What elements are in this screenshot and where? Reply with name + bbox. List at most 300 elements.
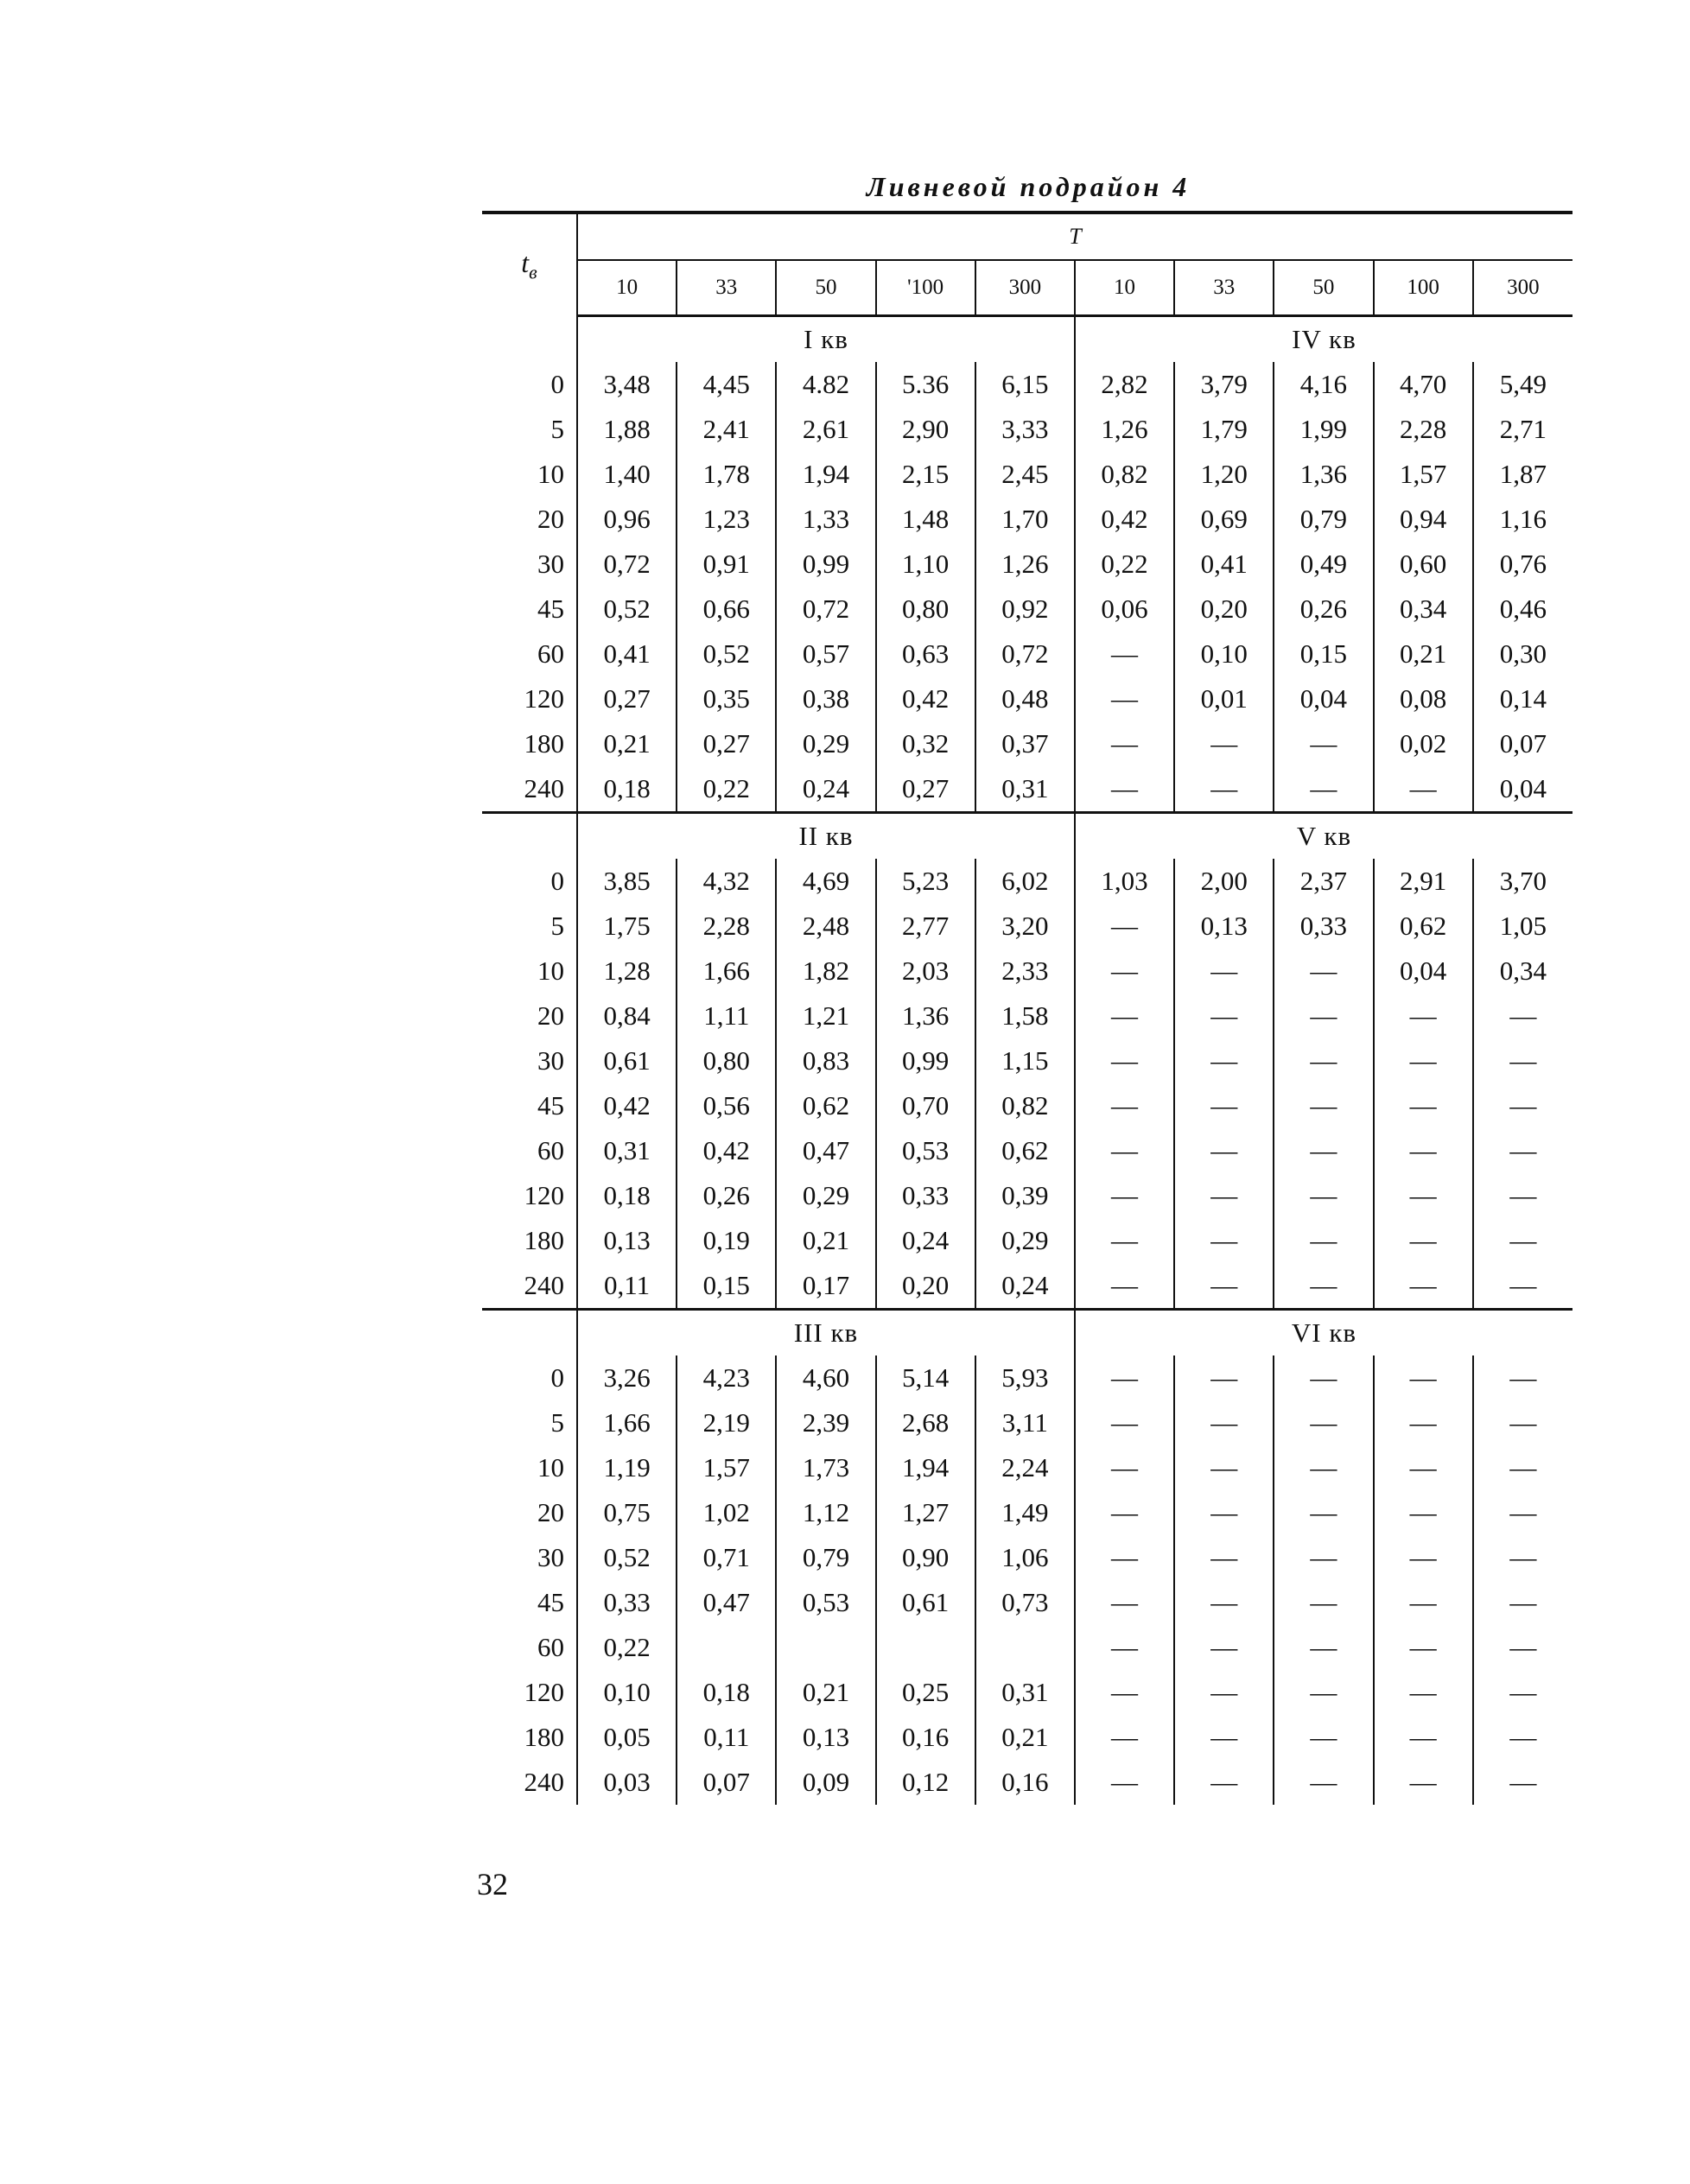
value-cell: 5,23 <box>876 859 975 904</box>
tv-cell: 45 <box>482 1083 577 1128</box>
value-cell: 4,69 <box>776 859 875 904</box>
value-cell: 0,27 <box>603 683 651 714</box>
tv-cell: 30 <box>482 1038 577 1083</box>
value-cell: 3,33 <box>975 407 1075 452</box>
value-cell: 2,37 <box>1274 859 1373 904</box>
value-cell: — <box>1274 1625 1373 1670</box>
tv-cell: 20 <box>482 1490 577 1535</box>
value-cell: — <box>1473 1580 1572 1625</box>
value-cell: 0,79 <box>1274 497 1373 542</box>
value-cell: 1,70 <box>975 497 1075 542</box>
value-cell: 2,15 <box>876 452 975 497</box>
value-cell: 0,13 <box>603 1225 651 1255</box>
value-cell: 1,87 <box>1473 452 1572 497</box>
value-cell: 0,52 <box>677 632 776 676</box>
value-cell: 1,88 <box>603 414 651 444</box>
value-cell: 4,70 <box>1374 362 1473 407</box>
value-cell: 2,48 <box>776 904 875 949</box>
value-cell: 0,47 <box>776 1128 875 1173</box>
tv-cell: 240 <box>482 1263 577 1310</box>
value-cell: 1,75 <box>603 911 651 941</box>
period-header-cell: 50 <box>1274 260 1373 316</box>
tv-cell: 20 <box>482 994 577 1038</box>
value-cell: 0,25 <box>876 1670 975 1715</box>
group-label-spacer <box>482 316 577 363</box>
value-cell: 1,66 <box>677 949 776 994</box>
value-cell: 5,14 <box>876 1355 975 1400</box>
group-label-left: II кв <box>577 813 1075 860</box>
value-cell: — <box>1274 766 1373 813</box>
value-cell: 0,84 <box>603 1000 651 1031</box>
value-cell: 1,49 <box>975 1490 1075 1535</box>
value-cell: 0,82 <box>975 1083 1075 1128</box>
value-cell: 1,03 <box>1075 859 1174 904</box>
value-cell: — <box>1374 1490 1473 1535</box>
value-cell: — <box>1075 1038 1174 1083</box>
value-cell: 1,33 <box>776 497 875 542</box>
value-cell: 0,13 <box>1174 904 1274 949</box>
value-cell: — <box>1174 1173 1274 1218</box>
tv-cell: 120 <box>482 676 577 721</box>
group-label-spacer <box>482 813 577 860</box>
value-cell: 1,02 <box>677 1490 776 1535</box>
table-row <box>482 994 1572 1038</box>
value-cell: — <box>1075 1083 1174 1128</box>
value-cell: 0,07 <box>677 1760 776 1805</box>
tv-cell: 0 <box>482 859 577 904</box>
value-cell: 0,33 <box>1274 904 1373 949</box>
table-row <box>482 1083 1572 1128</box>
value-cell: 0,29 <box>776 721 875 766</box>
value-cell: 1,66 <box>603 1407 651 1438</box>
value-cell: 2,68 <box>876 1400 975 1445</box>
value-cell: 0,34 <box>1374 587 1473 632</box>
value-cell: 0,79 <box>776 1535 875 1580</box>
tv-cell: 180 <box>482 1715 577 1760</box>
value-cell: — <box>1374 1355 1473 1400</box>
value-cell: 0,72 <box>603 549 651 579</box>
period-header-row <box>482 260 1572 316</box>
value-cell: — <box>1075 1625 1174 1670</box>
value-cell: 0,53 <box>776 1580 875 1625</box>
value-cell: 0,18 <box>577 766 677 813</box>
value-cell: 2,77 <box>876 904 975 949</box>
value-cell: 1,79 <box>1174 407 1274 452</box>
value-cell: — <box>1174 994 1274 1038</box>
tv-cell: 5 <box>482 407 577 452</box>
value-cell: 1,12 <box>776 1490 875 1535</box>
value-cell: 0,52 <box>603 594 651 624</box>
value-cell: 0,41 <box>1174 542 1274 587</box>
value-cell: 4,60 <box>776 1355 875 1400</box>
value-cell: — <box>1174 1760 1274 1805</box>
table-row <box>482 1670 1572 1715</box>
value-cell: — <box>1274 949 1373 994</box>
value-cell: 1,16 <box>1473 497 1572 542</box>
value-cell: 5,93 <box>975 1355 1075 1400</box>
value-cell: 0,37 <box>975 721 1075 766</box>
value-cell <box>776 1625 875 1670</box>
table-row <box>482 1580 1572 1625</box>
table-row <box>482 587 1572 632</box>
value-cell: 0,61 <box>603 1045 651 1076</box>
value-cell: 0,90 <box>876 1535 975 1580</box>
value-cell: — <box>1174 949 1274 994</box>
value-cell: — <box>1075 676 1174 721</box>
value-cell: 0,80 <box>677 1038 776 1083</box>
value-cell: 0,56 <box>677 1083 776 1128</box>
value-cell: 0,41 <box>603 638 651 669</box>
tv-cell: 45 <box>482 1580 577 1625</box>
value-cell: — <box>1274 1580 1373 1625</box>
value-cell: 2,24 <box>975 1445 1075 1490</box>
value-cell: — <box>1473 1760 1572 1805</box>
value-cell: 0,33 <box>603 1587 651 1617</box>
rainfall-table <box>482 211 1572 1805</box>
value-cell: 0,91 <box>677 542 776 587</box>
page-number: 32 <box>477 1867 508 1901</box>
table-row <box>482 1038 1572 1083</box>
value-cell: — <box>1174 1263 1274 1310</box>
table-row <box>482 1218 1572 1263</box>
value-cell: 2,33 <box>975 949 1075 994</box>
table-row <box>482 1128 1572 1173</box>
value-cell: — <box>1075 1355 1174 1400</box>
value-cell: — <box>1473 994 1572 1038</box>
value-cell: — <box>1075 1400 1174 1445</box>
value-cell: 0,05 <box>603 1722 651 1752</box>
value-cell: — <box>1075 1580 1174 1625</box>
value-cell: — <box>1374 1580 1473 1625</box>
value-cell: 0,16 <box>876 1715 975 1760</box>
value-cell: 0,21 <box>776 1670 875 1715</box>
value-cell: 0,60 <box>1374 542 1473 587</box>
value-cell: 0,72 <box>776 587 875 632</box>
value-cell: 4.82 <box>776 362 875 407</box>
value-cell: — <box>1473 1670 1572 1715</box>
tv-cell: 5 <box>482 1400 577 1445</box>
value-cell: — <box>1075 1218 1174 1263</box>
table-row <box>482 632 1572 676</box>
value-cell: 0,22 <box>1075 542 1174 587</box>
table-row <box>482 1263 1572 1310</box>
value-cell: 0,21 <box>776 1218 875 1263</box>
value-cell: 0,83 <box>776 1038 875 1083</box>
value-cell: 0,06 <box>1075 587 1174 632</box>
value-cell: 0,82 <box>1075 452 1174 497</box>
table-row <box>482 1445 1572 1490</box>
group-label-row <box>482 1310 1572 1356</box>
tv-cell: 240 <box>482 766 577 813</box>
value-cell: — <box>1473 1173 1572 1218</box>
period-header-cell: 300 <box>1473 260 1572 316</box>
value-cell: — <box>1174 1445 1274 1490</box>
value-cell: 0,99 <box>876 1038 975 1083</box>
value-cell: 0,10 <box>1174 632 1274 676</box>
value-cell: 0,15 <box>677 1263 776 1310</box>
value-cell: — <box>1274 1083 1373 1128</box>
value-cell: — <box>1174 1535 1274 1580</box>
value-cell: 0,42 <box>603 1090 651 1121</box>
value-cell: 0,29 <box>776 1173 875 1218</box>
value-cell: 2,28 <box>677 904 776 949</box>
value-cell: 1,26 <box>975 542 1075 587</box>
table-row <box>482 452 1572 497</box>
tv-cell: 120 <box>482 1173 577 1218</box>
value-cell: 2,28 <box>1374 407 1473 452</box>
value-cell: 3,11 <box>975 1400 1075 1445</box>
value-cell: — <box>1274 994 1373 1038</box>
value-cell: — <box>1374 1625 1473 1670</box>
tv-cell: 120 <box>482 1670 577 1715</box>
value-cell: — <box>1174 1715 1274 1760</box>
table-row <box>482 407 1572 452</box>
value-cell: — <box>1174 1083 1274 1128</box>
value-cell: 4,23 <box>677 1355 776 1400</box>
value-cell: 0,19 <box>677 1218 776 1263</box>
value-cell: 0,13 <box>776 1715 875 1760</box>
value-cell: 2,71 <box>1473 407 1572 452</box>
value-cell: 3,48 <box>603 369 651 399</box>
value-cell: 0,17 <box>776 1263 875 1310</box>
value-cell: 0,22 <box>603 1632 651 1662</box>
tv-cell: 180 <box>482 1218 577 1263</box>
value-cell: 0,71 <box>677 1535 776 1580</box>
value-cell: — <box>1274 1400 1373 1445</box>
value-cell: — <box>1174 1355 1274 1400</box>
value-cell: — <box>1473 1083 1572 1128</box>
value-cell: 0,63 <box>876 632 975 676</box>
value-cell: — <box>1075 721 1174 766</box>
value-cell: — <box>1075 994 1174 1038</box>
value-cell: — <box>1473 1128 1572 1173</box>
value-cell: 0,21 <box>1374 632 1473 676</box>
value-cell: — <box>1174 1038 1274 1083</box>
value-cell: 2,19 <box>677 1400 776 1445</box>
value-cell: 1,28 <box>603 956 651 986</box>
value-cell: — <box>1274 721 1373 766</box>
value-cell: 0,27 <box>876 766 975 813</box>
value-cell: 1,82 <box>776 949 875 994</box>
value-cell: 0,02 <box>1374 721 1473 766</box>
value-cell: — <box>1473 1038 1572 1083</box>
value-cell: — <box>1374 1670 1473 1715</box>
value-cell: 1,48 <box>876 497 975 542</box>
value-cell: 0,18 <box>677 1670 776 1715</box>
value-cell: — <box>1374 1445 1473 1490</box>
tv-cell: 20 <box>482 497 577 542</box>
value-cell: 0,80 <box>876 587 975 632</box>
value-cell: — <box>1075 1760 1174 1805</box>
value-cell: 0,08 <box>1374 676 1473 721</box>
value-cell: 0,62 <box>776 1083 875 1128</box>
value-cell: 2,45 <box>975 452 1075 497</box>
value-cell: 0,76 <box>1473 542 1572 587</box>
value-cell: 0,03 <box>603 1767 651 1797</box>
table-row <box>482 1715 1572 1760</box>
value-cell: — <box>1075 632 1174 676</box>
value-cell: 0,04 <box>1473 766 1572 813</box>
value-cell: 0,22 <box>677 766 776 813</box>
tv-cell: 60 <box>482 632 577 676</box>
value-cell: 1,26 <box>1075 407 1174 452</box>
value-cell: 0,10 <box>603 1677 651 1707</box>
value-cell: 0,09 <box>776 1760 875 1805</box>
period-header-cell: 10 <box>577 260 677 316</box>
value-cell: — <box>1274 1263 1373 1310</box>
value-cell: — <box>1374 1218 1473 1263</box>
value-cell: 0,07 <box>1473 721 1572 766</box>
value-cell: 0,92 <box>975 587 1075 632</box>
value-cell: 1,10 <box>876 542 975 587</box>
value-cell: 1,40 <box>603 459 651 489</box>
value-cell: 0,52 <box>603 1542 651 1572</box>
value-cell: 6,02 <box>975 859 1075 904</box>
table-row <box>482 904 1572 949</box>
value-cell: — <box>1075 1445 1174 1490</box>
value-cell: 0,47 <box>677 1580 776 1625</box>
value-cell: 1,94 <box>776 452 875 497</box>
value-cell: 0,29 <box>975 1218 1075 1263</box>
value-cell: — <box>1374 1400 1473 1445</box>
tv-cell: 180 <box>482 721 577 766</box>
value-cell: 4,45 <box>677 362 776 407</box>
group-label-left: III кв <box>577 1310 1075 1356</box>
value-cell: 0,42 <box>1075 497 1174 542</box>
value-cell: 0,04 <box>1374 949 1473 994</box>
value-cell: 0,32 <box>876 721 975 766</box>
value-cell: 1,20 <box>1174 452 1274 497</box>
value-cell: 0,62 <box>975 1128 1075 1173</box>
group-label-right: V кв <box>1075 813 1572 860</box>
value-cell: 0,31 <box>603 1135 651 1165</box>
value-cell: 0,04 <box>1274 676 1373 721</box>
value-cell: — <box>1075 1535 1174 1580</box>
group-label-left: I кв <box>577 316 1075 363</box>
value-cell: — <box>1274 1038 1373 1083</box>
table-title: Ливневой подрайон 4 <box>866 171 1191 202</box>
value-cell: 1,73 <box>776 1445 875 1490</box>
value-cell: — <box>1174 1400 1274 1445</box>
table-row <box>482 1173 1572 1218</box>
value-cell: — <box>1174 1625 1274 1670</box>
value-cell: 1,57 <box>1374 452 1473 497</box>
value-cell: 0,61 <box>876 1580 975 1625</box>
value-cell: — <box>1374 1038 1473 1083</box>
value-cell: 0,73 <box>975 1580 1075 1625</box>
value-cell: — <box>1374 1173 1473 1218</box>
value-cell: — <box>1274 1128 1373 1173</box>
value-cell: — <box>1374 1715 1473 1760</box>
table-header <box>482 213 1572 316</box>
value-cell: 0,27 <box>677 721 776 766</box>
value-cell <box>876 1625 975 1670</box>
value-cell: — <box>1374 994 1473 1038</box>
table-row <box>482 859 1572 904</box>
value-cell: 0,39 <box>975 1173 1075 1218</box>
value-cell <box>677 1625 776 1670</box>
value-cell: 1,15 <box>975 1038 1075 1083</box>
value-cell: — <box>1274 1445 1373 1490</box>
tv-cell: 30 <box>482 1535 577 1580</box>
value-cell: 0,31 <box>975 766 1075 813</box>
table-row <box>482 1490 1572 1535</box>
value-cell: 0,14 <box>1473 676 1572 721</box>
value-cell: — <box>1274 1355 1373 1400</box>
value-cell: — <box>1274 1490 1373 1535</box>
table-body <box>482 316 1572 1806</box>
group-label-row <box>482 813 1572 860</box>
tv-header-sub: в <box>529 260 537 283</box>
value-cell: 0,99 <box>776 542 875 587</box>
period-header-cell: 300 <box>975 260 1075 316</box>
value-cell: 0,16 <box>975 1760 1075 1805</box>
value-cell: 0,94 <box>1374 497 1473 542</box>
table-row <box>482 676 1572 721</box>
table-row <box>482 766 1572 813</box>
tv-cell: 240 <box>482 1760 577 1805</box>
value-cell: 0,11 <box>577 1263 677 1310</box>
table-row <box>482 1535 1572 1580</box>
value-cell: — <box>1473 1625 1572 1670</box>
value-cell: 0,49 <box>1274 542 1373 587</box>
value-cell: 6,15 <box>975 362 1075 407</box>
value-cell: — <box>1374 1535 1473 1580</box>
table-row <box>482 1355 1572 1400</box>
period-header-cell: 10 <box>1075 260 1174 316</box>
value-cell: 0,24 <box>876 1218 975 1263</box>
value-cell: 0,38 <box>776 676 875 721</box>
value-cell: 0,11 <box>677 1715 776 1760</box>
value-cell: 2,39 <box>776 1400 875 1445</box>
value-cell: 0,46 <box>1473 587 1572 632</box>
value-cell: — <box>1075 1263 1174 1310</box>
value-cell: 0,57 <box>776 632 875 676</box>
value-cell: — <box>1174 1218 1274 1263</box>
tv-cell: 0 <box>482 1355 577 1400</box>
value-cell: 1,27 <box>876 1490 975 1535</box>
value-cell: — <box>1274 1535 1373 1580</box>
table-row <box>482 542 1572 587</box>
value-cell: 0,21 <box>603 728 651 759</box>
value-cell: — <box>1274 1760 1373 1805</box>
value-cell <box>975 1625 1075 1670</box>
value-cell: 0,21 <box>975 1715 1075 1760</box>
value-cell: 0,48 <box>975 676 1075 721</box>
value-cell: — <box>1374 1128 1473 1173</box>
value-cell: — <box>1374 1263 1473 1310</box>
group-label-right: IV кв <box>1075 316 1572 363</box>
tv-header-main: t <box>521 246 530 278</box>
value-cell: 1,36 <box>876 994 975 1038</box>
value-cell: 0,31 <box>975 1670 1075 1715</box>
value-cell: 0,70 <box>876 1083 975 1128</box>
value-cell: 3,20 <box>975 904 1075 949</box>
return-period-header: T <box>577 213 1572 260</box>
value-cell: — <box>1075 1173 1174 1218</box>
value-cell: — <box>1274 1715 1373 1760</box>
value-cell: 3,79 <box>1174 362 1274 407</box>
value-cell: 0,24 <box>975 1263 1075 1310</box>
value-cell: 5,49 <box>1473 362 1572 407</box>
value-cell: 0,26 <box>677 1173 776 1218</box>
value-cell: 0,66 <box>677 587 776 632</box>
value-cell: 0,20 <box>876 1263 975 1310</box>
value-cell: — <box>1374 1760 1473 1805</box>
value-cell: — <box>1174 1490 1274 1535</box>
tv-cell: 30 <box>482 542 577 587</box>
tv-header <box>482 213 577 316</box>
